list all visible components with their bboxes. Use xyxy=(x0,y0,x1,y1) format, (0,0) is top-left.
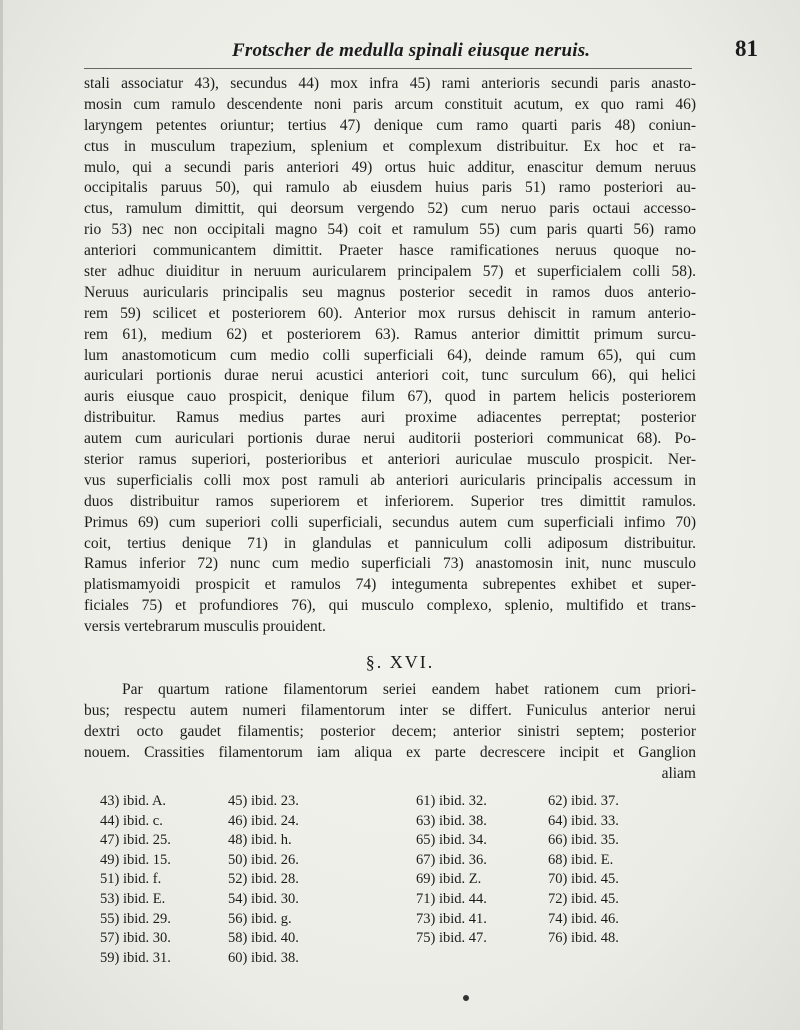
section-line: nouem. Crassities filamentorum iam aliqua ex parte decrescere incipit et Ganglion xyxy=(84,743,696,761)
footnote: 72) ibid. 45. xyxy=(548,890,619,907)
footnotes xyxy=(0,792,800,966)
text-line: autem cum auriculari portionis durae nerui auditorii posteriori communicat 68). Po- xyxy=(84,430,696,448)
footnote: 54) ibid. 30. xyxy=(228,890,299,907)
footnote: 68) ibid. E. xyxy=(548,851,614,868)
text-line: occipitalis paruus 50), qui ramulo ab eiusdem huius paris 51) ramo posteriori au- xyxy=(84,179,696,197)
text-line: ctus, ramulum dimittit, qui deorsum vergendo 52) cum neruo paris octaui accesso- xyxy=(84,200,696,218)
text-line: distribuitur. Ramus medius partes auri proxime adiacentes perreptat; posterior xyxy=(84,409,696,427)
footnote: 70) ibid. 45. xyxy=(548,871,619,888)
section-line: bus; respectu autem numeri filamentorum inter se differt. Funiculus anterior nerui xyxy=(84,701,696,719)
text-line: versis vertebrarum musculis prouident. xyxy=(84,618,326,636)
running-head xyxy=(0,36,800,66)
text-line: ctus in musculum trapezium, splenium et complexum distribuitur. Ex hoc et ra- xyxy=(84,137,696,155)
footnote: 65) ibid. 34. xyxy=(416,832,487,849)
footnote: 75) ibid. 47. xyxy=(416,930,487,947)
text-line: vus superficialis colli mox post ramuli ab anteriori auricularis principalis accessum in xyxy=(84,471,696,489)
section-line: aliam xyxy=(661,764,696,782)
footnote-column xyxy=(416,792,487,949)
text-line: duos distribuitur ramos superiorem et inferiorem. Superior tres dimittit ramulos. xyxy=(84,492,696,510)
text-line: rem 59) scilicet et posteriorem 60). Anterior mox rursus dehiscit in ramum anterio- xyxy=(84,304,696,322)
text-line: rem 61), medium 62) et posteriorem 63). Ramus anterior dimittit primum surcu- xyxy=(84,325,696,343)
text-line: ster adhuc diuiditur in neruum auricularem principalem 57) et superficialem colli 58). xyxy=(84,263,696,281)
footnote: 59) ibid. 31. xyxy=(100,949,171,966)
ink-dot xyxy=(463,995,469,1001)
text-line: laryngem petentes oriuntur; tertius 47) denique cum ramo quarti paris 48) coniun- xyxy=(84,116,696,134)
footnote: 62) ibid. 37. xyxy=(548,793,619,809)
footnote-column xyxy=(100,792,171,968)
text-line: Ramus inferior 72) nunc cum medio superficiali 73) anastomosin init, nunc musculo xyxy=(84,555,696,573)
footnote-column xyxy=(228,792,299,968)
text-line: Neruus auricularis principalis seu magnus posterior secedit in ramos duos anterio- xyxy=(84,283,696,301)
footnote: 64) ibid. 33. xyxy=(548,812,619,829)
text-line: sterior ramus superiori, posterioribus et anteriori auriculae musculo prospicit. Ner- xyxy=(84,451,696,469)
section-line: dextri octo gaudet filamentis; posterior decem; anterior sinistri septem; posterior xyxy=(84,722,696,740)
text-line: ficiales 75) et profundiores 76), qui musculo complexo, splenio, multifido et trans- xyxy=(84,597,696,615)
footnote: 61) ibid. 32. xyxy=(416,793,487,809)
text-line: lum anastomoticum cum medio colli superficiali 64), deinde ramum 65), qui cum xyxy=(84,346,696,364)
footnote: 53) ibid. E. xyxy=(100,890,166,907)
text-line: anteriori communicantem dimittit. Praeter hasce ramificationes neruus quoque no- xyxy=(84,242,696,260)
footnote: 69) ibid. Z. xyxy=(416,871,482,888)
footnote: 76) ibid. 48. xyxy=(548,930,619,947)
text-line: auriculari portionis durae nerui acustici anteriori coit, tunc surculum 66), qui helici xyxy=(84,367,696,385)
footnote: 71) ibid. 44. xyxy=(416,890,487,907)
body-text xyxy=(84,74,696,638)
footnote: 47) ibid. 25. xyxy=(100,832,171,849)
text-line: rio 53) nec non occipitali magno 54) coit et ramulum 55) cum paris quarti 56) ramo xyxy=(84,221,696,239)
footnote: 44) ibid. c. xyxy=(100,812,163,829)
footnote: 46) ibid. 24. xyxy=(228,812,299,829)
section-text xyxy=(84,680,696,784)
footnote: 74) ibid. 46. xyxy=(548,910,619,927)
footnote: 58) ibid. 40. xyxy=(228,930,299,947)
text-line: stali associatur 43), secundus 44) mox infra 45) rami anterioris secundi paris anasto- xyxy=(84,75,696,92)
footnote: 63) ibid. 38. xyxy=(416,812,487,829)
text-line: coit, tertius denique 71) in glandulas et panniculum colli adiposum distribuitur. xyxy=(84,534,696,552)
footnote: 67) ibid. 36. xyxy=(416,851,487,868)
footnote: 51) ibid. f. xyxy=(100,871,162,888)
footnote: 50) ibid. 26. xyxy=(228,851,299,868)
section-heading: §. XVI. xyxy=(365,652,435,672)
footnote: 73) ibid. 41. xyxy=(416,910,487,927)
footnote: 43) ibid. A. xyxy=(100,793,167,809)
footnote: 48) ibid. h. xyxy=(228,832,292,849)
text-line: platismamyoidi prospicit et ramulos 74) integumenta subrepentes exhibet et super- xyxy=(84,576,696,594)
footnote: 49) ibid. 15. xyxy=(100,851,171,868)
footnote: 56) ibid. g. xyxy=(228,910,292,927)
text-line: auris eiusque cauo prospicit, denique filum 67), quod in partem helicis posteriorem xyxy=(84,388,696,406)
footnote: 57) ibid. 30. xyxy=(100,930,171,947)
page-number: 81 xyxy=(735,36,758,61)
text-line: mosin cum ramulo descendente noni paris arcum constituit acutum, ex quo rami 46) xyxy=(84,95,696,113)
text-line: Primus 69) cum superiori colli superficiali, secundus autem cum superficiali infimo 70) xyxy=(84,513,696,531)
footnote: 55) ibid. 29. xyxy=(100,910,171,927)
footnote: 52) ibid. 28. xyxy=(228,871,299,888)
footnote: 45) ibid. 23. xyxy=(228,793,299,809)
footnote: 66) ibid. 35. xyxy=(548,832,619,849)
footnote: 60) ibid. 38. xyxy=(228,949,299,966)
text-line: mulo, qui a secundi paris anteriori 49) ortus huic additur, enascitur demum neruus xyxy=(84,158,696,176)
footnote-column xyxy=(548,792,619,949)
running-title: Frotscher de medulla spinali eiusque neruis. xyxy=(232,40,591,61)
section-line: Par quartum ratione filamentorum seriei eandem habet rationem cum priori- xyxy=(122,681,696,698)
header-rule xyxy=(84,68,692,69)
